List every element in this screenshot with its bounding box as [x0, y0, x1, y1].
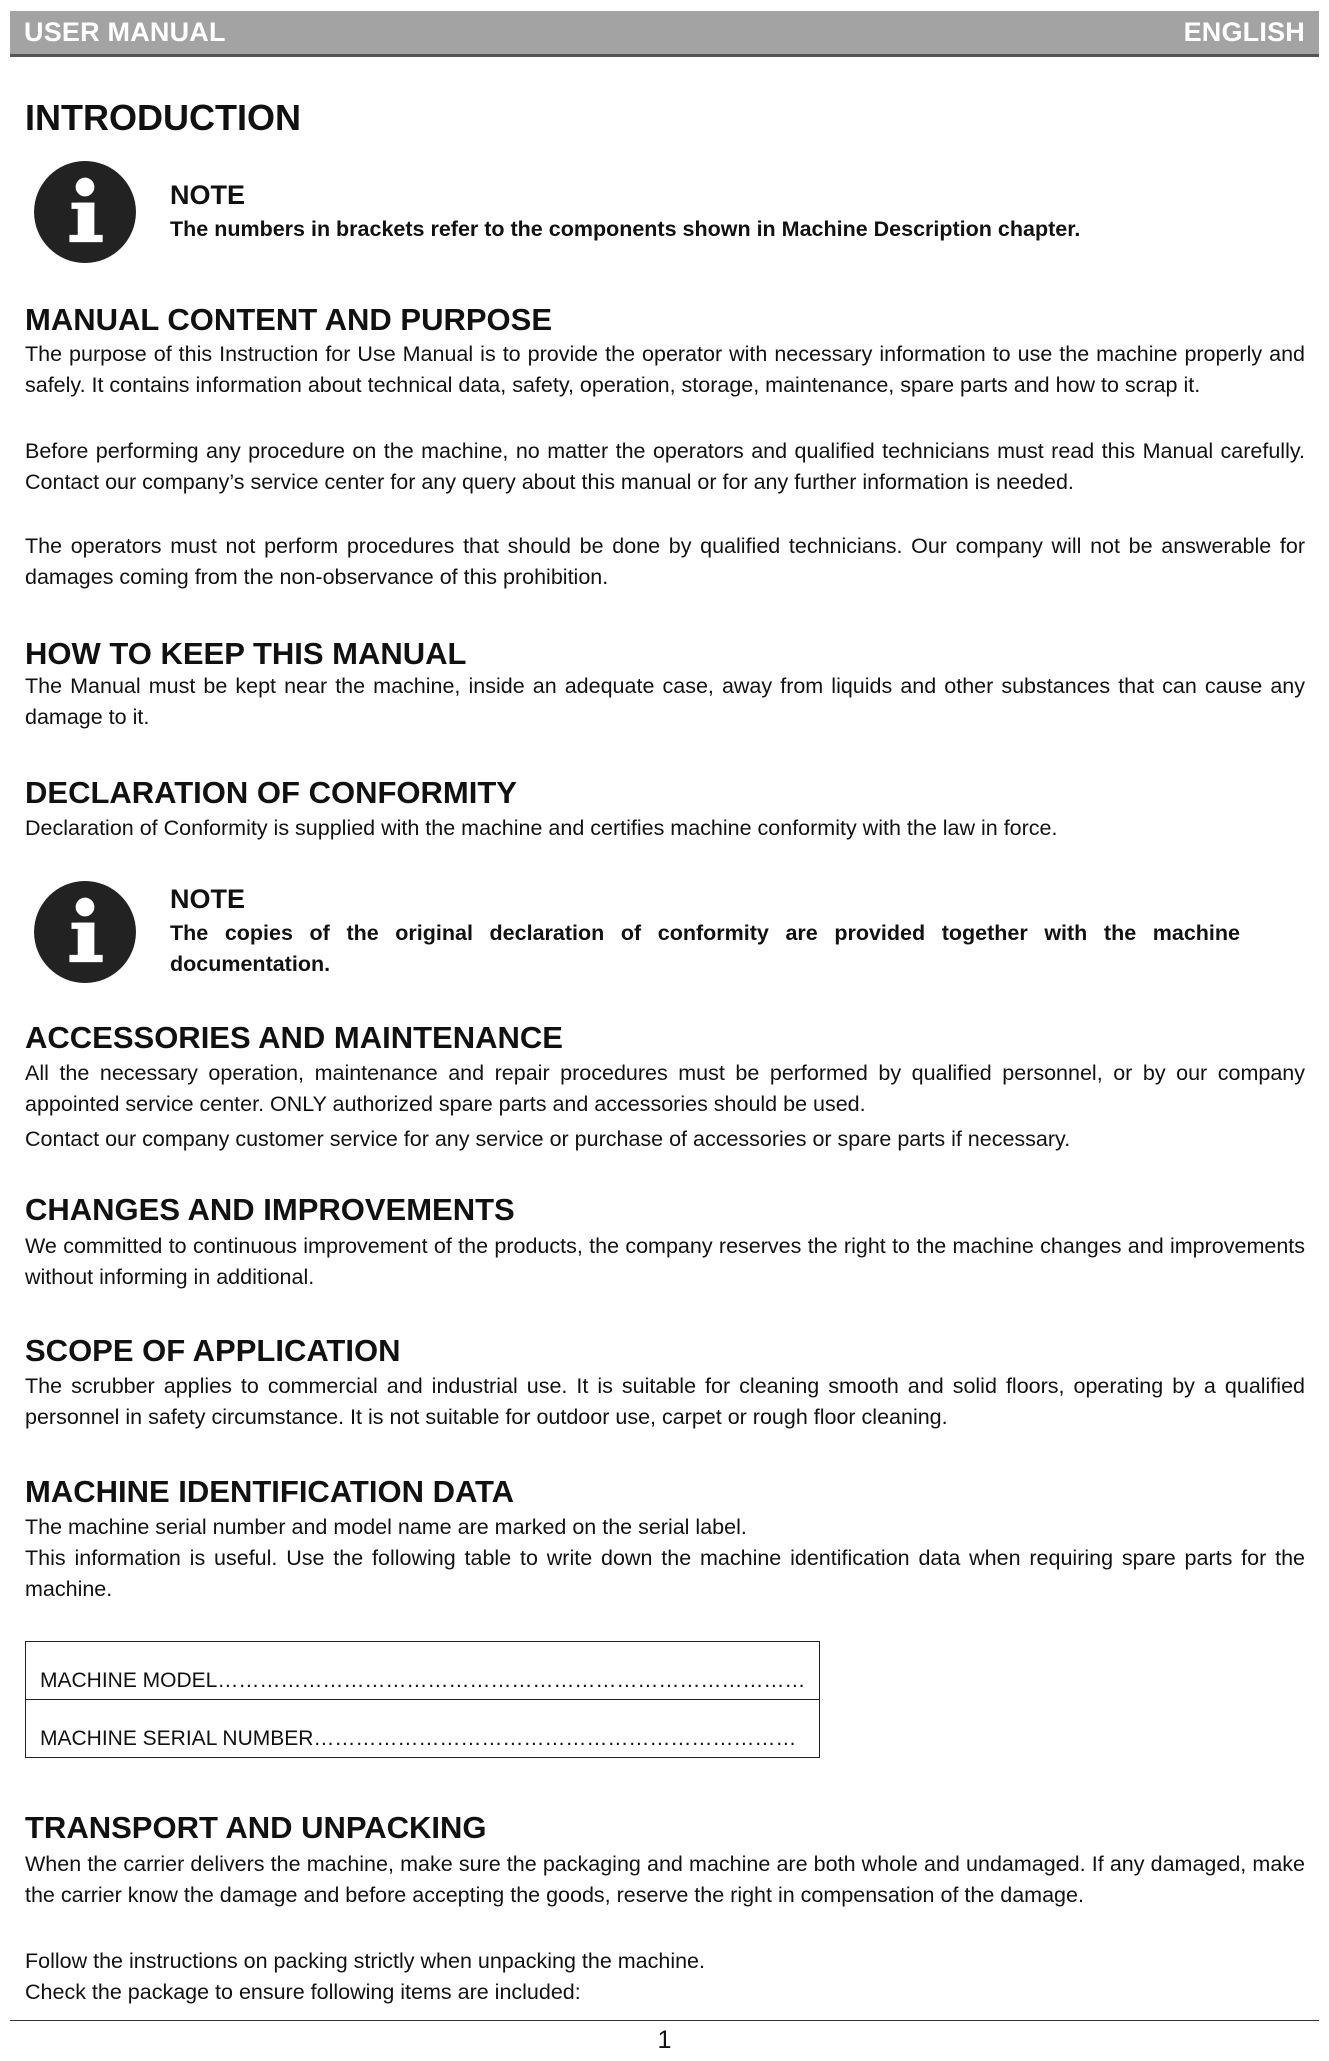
- note-title: NOTE: [170, 180, 246, 210]
- identification-paragraph-1: The machine serial number and model name are marked on the serial label.: [25, 1515, 747, 1539]
- changes-heading: CHANGES AND IMPROVEMENTS: [25, 1192, 515, 1227]
- changes-paragraph: We committed to continuous improvement of the products, the company reserves the right to the machine changes and improvements without informing in additional.: [25, 1234, 1305, 1289]
- header-bar: [10, 11, 1319, 57]
- keep-manual-paragraph: The Manual must be kept near the machine, inside an adequate case, away from liquids and other substances that can cause any damage to it.: [25, 674, 1305, 729]
- info-icon: [33, 880, 137, 984]
- transport-heading: TRANSPORT AND UNPACKING: [25, 1810, 487, 1845]
- scope-heading: SCOPE OF APPLICATION: [25, 1333, 401, 1368]
- accessories-heading: ACCESSORIES AND MAINTENANCE: [25, 1020, 563, 1055]
- accessories-paragraph-2: Contact our company customer service for any service or purchase of accessories or spare parts if necessary.: [25, 1127, 1071, 1151]
- manual-content-paragraph-2: Before performing any procedure on the machine, no matter the operators and qualified technicians must read this Manual carefully. Contact our company’s service center for any query about this manual or for any further information is needed.: [25, 439, 1305, 494]
- info-icon: [33, 160, 137, 264]
- transport-paragraph-2: Follow the instructions on packing strictly when unpacking the machine.: [25, 1949, 705, 1973]
- keep-manual-heading: HOW TO KEEP THIS MANUAL: [25, 636, 467, 671]
- note-title: NOTE: [170, 884, 246, 914]
- scope-paragraph: The scrubber applies to commercial and industrial use. It is suitable for cleaning smooth and solid floors, operating by a qualified personnel in safety circumstance. It is not suitable for outdoor use, carpet or rough floor cleaning.: [25, 1374, 1305, 1429]
- identification-paragraph-2: This information is useful. Use the following table to write down the machine identification data when requiring spare parts for the machine.: [25, 1546, 1305, 1601]
- transport-paragraph-1: When the carrier delivers the machine, make sure the packaging and machine are both whole and undamaged. If any damaged, make the carrier know the damage and before accepting the goods, reserve the right in compensation of the damage.: [25, 1852, 1305, 1907]
- header-language: ENGLISH: [1183, 17, 1305, 47]
- manual-content-paragraph-1: The purpose of this Instruction for Use Manual is to provide the operator with necessary information to use the machine properly and safely. It contains information about technical data, safety, operation, storage, maintenance, spare parts and how to scrap it.: [25, 342, 1305, 397]
- transport-paragraph-3: Check the package to ensure following items are included:: [25, 1980, 581, 2004]
- table-row: [26, 1700, 820, 1758]
- accessories-paragraph-1: All the necessary operation, maintenance and repair procedures must be performed by qualified personnel, or by our company appointed service center. ONLY authorized spare parts and accessories should be used.: [25, 1061, 1305, 1116]
- manual-content-paragraph-3: The operators must not perform procedures that should be done by qualified technicians. Our company will not be answerable for damages coming from the non-observance of this prohibition.: [25, 534, 1305, 589]
- machine-serial-field[interactable]: MACHINE SERIAL NUMBER……………………………………………………………: [26, 1700, 820, 1758]
- conformity-paragraph: Declaration of Conformity is supplied with the machine and certifies machine conformity with the law in force.: [25, 816, 1058, 840]
- note-text: The numbers in brackets refer to the components shown in Machine Description chapter.: [170, 217, 1081, 241]
- table-row: [26, 1642, 820, 1700]
- page-number: 1: [657, 2026, 672, 2054]
- introduction-heading: INTRODUCTION: [25, 97, 301, 138]
- conformity-heading: DECLARATION OF CONFORMITY: [25, 775, 517, 810]
- note-text: The copies of the original declaration of conformity are provided together with the machine documentation.: [170, 921, 1240, 976]
- identification-heading: MACHINE IDENTIFICATION DATA: [25, 1474, 515, 1509]
- machine-model-field[interactable]: MACHINE MODEL…………………………………………………………………………: [26, 1642, 820, 1700]
- identification-table: [25, 1641, 820, 1758]
- manual-content-heading: MANUAL CONTENT AND PURPOSE: [25, 302, 553, 337]
- footer-divider: [10, 2020, 1319, 2021]
- header-title: USER MANUAL: [24, 17, 226, 47]
